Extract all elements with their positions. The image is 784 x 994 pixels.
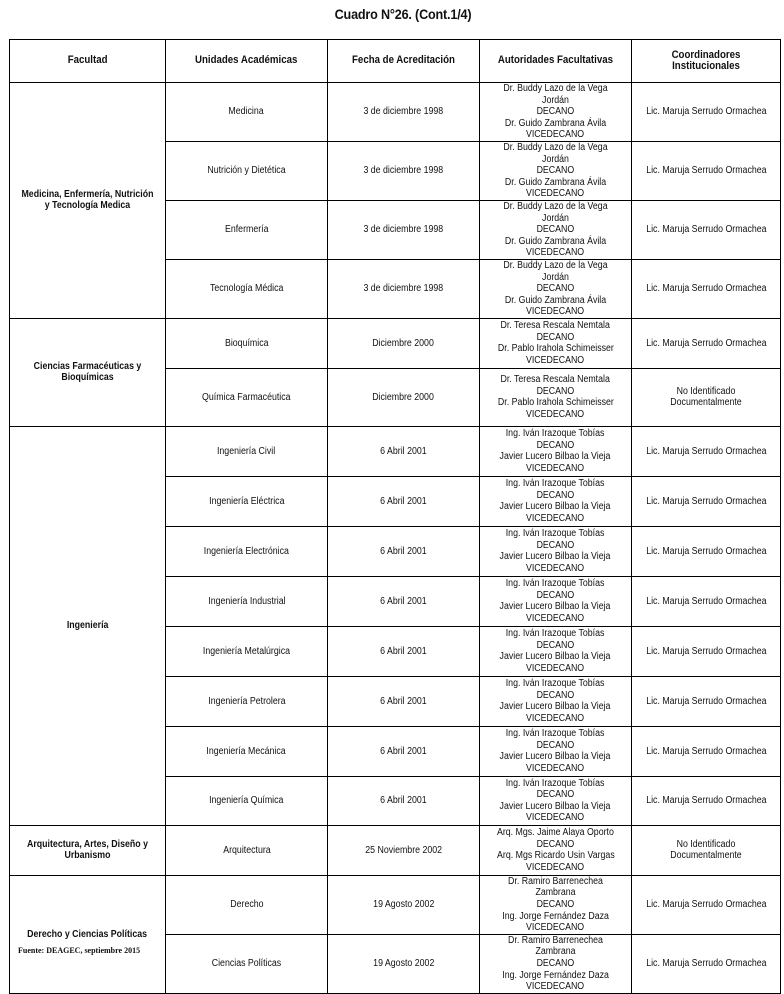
decano-text: Dr. Ramiro Barrenechea Zambrana: [508, 875, 603, 899]
vicedecano-text: Ing. Jorge Fernández Daza: [502, 969, 609, 981]
vicedecano-text: Javier Lucero Bilbao la Vieja: [500, 701, 611, 713]
coordinador-cell: Lic. Maruja Serrudo Ormachea: [632, 200, 781, 259]
vicedecano-cargo-text: VICEDECANO: [526, 922, 585, 934]
autoridades-cell: [480, 141, 632, 200]
fecha-cell: 6 Abril 2001: [328, 426, 480, 476]
unidad-cell: Arquitectura: [166, 825, 328, 875]
header-unidades: Unidades Académicas: [166, 40, 328, 83]
decano-cargo-text: DECANO: [536, 838, 575, 850]
vicedecano-cargo-text: VICEDECANO: [526, 354, 585, 366]
decano-cargo-text: DECANO: [536, 739, 575, 751]
coordinador-cell: Lic. Maruja Serrudo Ormachea: [632, 726, 781, 776]
decano-text: Ing. Iván Irazoque Tobías: [506, 528, 605, 540]
coordinador-cell: Lic. Maruja Serrudo Ormachea: [632, 318, 781, 368]
vicedecano-cargo-text: VICEDECANO: [526, 512, 585, 524]
autoridades-cell: [480, 825, 632, 875]
facultad-cell: Ciencias Farmacéuticas y Bioquímicas: [10, 318, 166, 426]
fecha-cell: 19 Agosto 2002: [328, 934, 480, 993]
coordinador-cell: Lic. Maruja Serrudo Ormachea: [632, 576, 781, 626]
header-fecha: Fecha de Acreditación: [328, 40, 480, 83]
autoridades-cell: [480, 676, 632, 726]
table-row: [10, 426, 781, 476]
vicedecano-cargo-text: VICEDECANO: [526, 408, 585, 420]
fecha-cell: 6 Abril 2001: [328, 676, 480, 726]
coordinador-cell: Lic. Maruja Serrudo Ormachea: [632, 83, 781, 142]
unidad-cell: Enfermería: [166, 200, 328, 259]
decano-text: Dr. Buddy Lazo de la Vega Jordán: [503, 141, 608, 165]
decano-text: Ing. Iván Irazoque Tobías: [506, 678, 605, 690]
vicedecano-cargo-text: VICEDECANO: [526, 129, 585, 141]
fecha-cell: 6 Abril 2001: [328, 726, 480, 776]
unidad-cell: Química Farmacéutica: [166, 368, 328, 426]
unidad-cell: Ingeniería Metalúrgica: [166, 626, 328, 676]
decano-cargo-text: DECANO: [536, 106, 575, 118]
decano-cargo-text: DECANO: [536, 639, 575, 651]
coordinador-cell: Lic. Maruja Serrudo Ormachea: [632, 141, 781, 200]
vicedecano-text: Javier Lucero Bilbao la Vieja: [500, 601, 611, 613]
fecha-cell: 6 Abril 2001: [328, 776, 480, 825]
decano-text: Ing. Iván Irazoque Tobías: [506, 478, 605, 490]
vicedecano-cargo-text: VICEDECANO: [526, 612, 585, 624]
coordinador-cell: Lic. Maruja Serrudo Ormachea: [632, 426, 781, 476]
table-row: [10, 318, 781, 368]
unidad-cell: Tecnología Médica: [166, 259, 328, 318]
unidad-cell: Medicina: [166, 83, 328, 142]
vicedecano-text: Dr. Guido Zambrana Ávila: [504, 294, 607, 306]
unidad-cell: Derecho: [166, 875, 328, 934]
decano-text: Ing. Iván Irazoque Tobías: [506, 777, 605, 789]
vicedecano-cargo-text: VICEDECANO: [526, 662, 585, 674]
fecha-cell: 3 de diciembre 1998: [328, 200, 480, 259]
decano-cargo-text: DECANO: [536, 385, 575, 397]
fecha-cell: 6 Abril 2001: [328, 526, 480, 576]
facultad-cell: Medicina, Enfermería, Nutrición y Tecnología Medica: [10, 83, 166, 319]
autoridades-cell: [480, 526, 632, 576]
decano-text: Ing. Iván Irazoque Tobías: [506, 578, 605, 590]
decano-cargo-text: DECANO: [536, 165, 575, 177]
vicedecano-text: Dr. Pablo Irahola Schimeisser: [497, 343, 614, 355]
decano-cargo-text: DECANO: [536, 689, 575, 701]
decano-text: Dr. Buddy Lazo de la Vega Jordán: [503, 259, 608, 283]
coordinador-cell: No Identificado Documentalmente: [632, 368, 781, 426]
vicedecano-text: Javier Lucero Bilbao la Vieja: [500, 551, 611, 563]
decano-text: Ing. Iván Irazoque Tobías: [506, 628, 605, 640]
vicedecano-cargo-text: VICEDECANO: [526, 247, 585, 259]
decano-text: Ing. Iván Irazoque Tobías: [506, 428, 605, 440]
autoridades-cell: [480, 626, 632, 676]
fecha-cell: Diciembre 2000: [328, 318, 480, 368]
vicedecano-cargo-text: VICEDECANO: [526, 306, 585, 318]
vicedecano-text: Dr. Guido Zambrana Ávila: [504, 235, 607, 247]
coordinador-cell: Lic. Maruja Serrudo Ormachea: [632, 259, 781, 318]
decano-cargo-text: DECANO: [536, 224, 575, 236]
decano-text: Dr. Buddy Lazo de la Vega Jordán: [503, 200, 608, 224]
unidad-cell: Ingeniería Petrolera: [166, 676, 328, 726]
vicedecano-cargo-text: VICEDECANO: [526, 712, 585, 724]
decano-cargo-text: DECANO: [536, 539, 575, 551]
facultad-cell: Derecho y Ciencias Políticas: [10, 875, 166, 993]
source-footnote: Fuente: DEAGEC, septiembre 2015: [18, 946, 141, 955]
facultad-cell: Arquitectura, Artes, Diseño y Urbanismo: [10, 825, 166, 875]
coordinador-cell: Lic. Maruja Serrudo Ormachea: [632, 934, 781, 993]
vicedecano-text: Javier Lucero Bilbao la Vieja: [500, 800, 611, 812]
fecha-cell: 3 de diciembre 1998: [328, 141, 480, 200]
unidad-cell: Ingeniería Eléctrica: [166, 476, 328, 526]
vicedecano-text: Dr. Pablo Irahola Schimeisser: [497, 397, 614, 409]
unidad-cell: Ingeniería Mecánica: [166, 726, 328, 776]
decano-cargo-text: DECANO: [536, 958, 575, 970]
fecha-cell: 6 Abril 2001: [328, 576, 480, 626]
autoridades-cell: [480, 200, 632, 259]
vicedecano-text: Ing. Jorge Fernández Daza: [502, 910, 609, 922]
vicedecano-cargo-text: VICEDECANO: [526, 812, 585, 824]
fecha-cell: Diciembre 2000: [328, 368, 480, 426]
unidad-cell: Ciencias Políticas: [166, 934, 328, 993]
decano-cargo-text: DECANO: [536, 489, 575, 501]
header-facultad: Facultad: [10, 40, 166, 83]
unidad-cell: Ingeniería Electrónica: [166, 526, 328, 576]
vicedecano-text: Javier Lucero Bilbao la Vieja: [500, 651, 611, 663]
unidad-cell: Nutrición y Dietética: [166, 141, 328, 200]
accreditation-table: [9, 39, 781, 994]
decano-text: Dr. Ramiro Barrenechea Zambrana: [508, 934, 603, 958]
autoridades-cell: [480, 726, 632, 776]
fecha-cell: 6 Abril 2001: [328, 476, 480, 526]
autoridades-cell: [480, 259, 632, 318]
table-row: [10, 83, 781, 142]
decano-text: Dr. Teresa Rescala Nemtala: [500, 374, 611, 386]
autoridades-cell: [480, 83, 632, 142]
vicedecano-text: Javier Lucero Bilbao la Vieja: [500, 451, 611, 463]
table-title: Cuadro N°26. (Cont.1/4): [334, 6, 472, 22]
coordinador-cell: Lic. Maruja Serrudo Ormachea: [632, 476, 781, 526]
unidad-cell: Ingeniería Química: [166, 776, 328, 825]
coordinador-cell: Lic. Maruja Serrudo Ormachea: [632, 676, 781, 726]
vicedecano-cargo-text: VICEDECANO: [526, 981, 585, 993]
decano-cargo-text: DECANO: [536, 331, 575, 343]
decano-cargo-text: DECANO: [536, 439, 575, 451]
vicedecano-cargo-text: VICEDECANO: [526, 861, 585, 873]
vicedecano-text: Javier Lucero Bilbao la Vieja: [500, 501, 611, 513]
table-header-row: [10, 40, 781, 83]
vicedecano-cargo-text: VICEDECANO: [526, 462, 585, 474]
facultad-cell: Ingeniería: [10, 426, 166, 825]
decano-cargo-text: DECANO: [536, 789, 575, 801]
vicedecano-cargo-text: VICEDECANO: [526, 762, 585, 774]
fecha-cell: 3 de diciembre 1998: [328, 259, 480, 318]
autoridades-cell: [480, 576, 632, 626]
decano-text: Dr. Teresa Rescala Nemtala: [500, 320, 611, 332]
unidad-cell: Ingeniería Industrial: [166, 576, 328, 626]
header-coordinadores: Coordinadores Institucionales: [632, 40, 781, 83]
decano-cargo-text: DECANO: [536, 899, 575, 911]
vicedecano-text: Dr. Guido Zambrana Ávila: [504, 117, 607, 129]
fecha-cell: 25 Noviembre 2002: [328, 825, 480, 875]
vicedecano-text: Dr. Guido Zambrana Ávila: [504, 176, 607, 188]
vicedecano-cargo-text: VICEDECANO: [526, 188, 585, 200]
coordinador-cell: Lic. Maruja Serrudo Ormachea: [632, 626, 781, 676]
decano-text: Ing. Iván Irazoque Tobías: [506, 728, 605, 740]
table-row: [10, 825, 781, 875]
autoridades-cell: [480, 476, 632, 526]
header-autoridades: Autoridades Facultativas: [480, 40, 632, 83]
autoridades-cell: [480, 426, 632, 476]
fecha-cell: 3 de diciembre 1998: [328, 83, 480, 142]
unidad-cell: Ingeniería Civil: [166, 426, 328, 476]
decano-cargo-text: DECANO: [536, 589, 575, 601]
decano-cargo-text: DECANO: [536, 283, 575, 295]
autoridades-cell: [480, 776, 632, 825]
coordinador-cell: Lic. Maruja Serrudo Ormachea: [632, 875, 781, 934]
unidad-cell: Bioquímica: [166, 318, 328, 368]
table-row: [10, 875, 781, 934]
fecha-cell: 6 Abril 2001: [328, 626, 480, 676]
coordinador-cell: No Identificado Documentalmente: [632, 825, 781, 875]
vicedecano-text: Arq. Mgs Ricardo Usin Vargas: [496, 850, 615, 862]
autoridades-cell: [480, 875, 632, 934]
decano-text: Arq. Mgs. Jaime Alaya Oporto: [497, 827, 614, 839]
vicedecano-cargo-text: VICEDECANO: [526, 562, 585, 574]
vicedecano-text: Javier Lucero Bilbao la Vieja: [500, 751, 611, 763]
coordinador-cell: Lic. Maruja Serrudo Ormachea: [632, 526, 781, 576]
autoridades-cell: [480, 934, 632, 993]
fecha-cell: 19 Agosto 2002: [328, 875, 480, 934]
decano-text: Dr. Buddy Lazo de la Vega Jordán: [503, 83, 608, 106]
autoridades-cell: [480, 368, 632, 426]
autoridades-cell: [480, 318, 632, 368]
coordinador-cell: Lic. Maruja Serrudo Ormachea: [632, 776, 781, 825]
